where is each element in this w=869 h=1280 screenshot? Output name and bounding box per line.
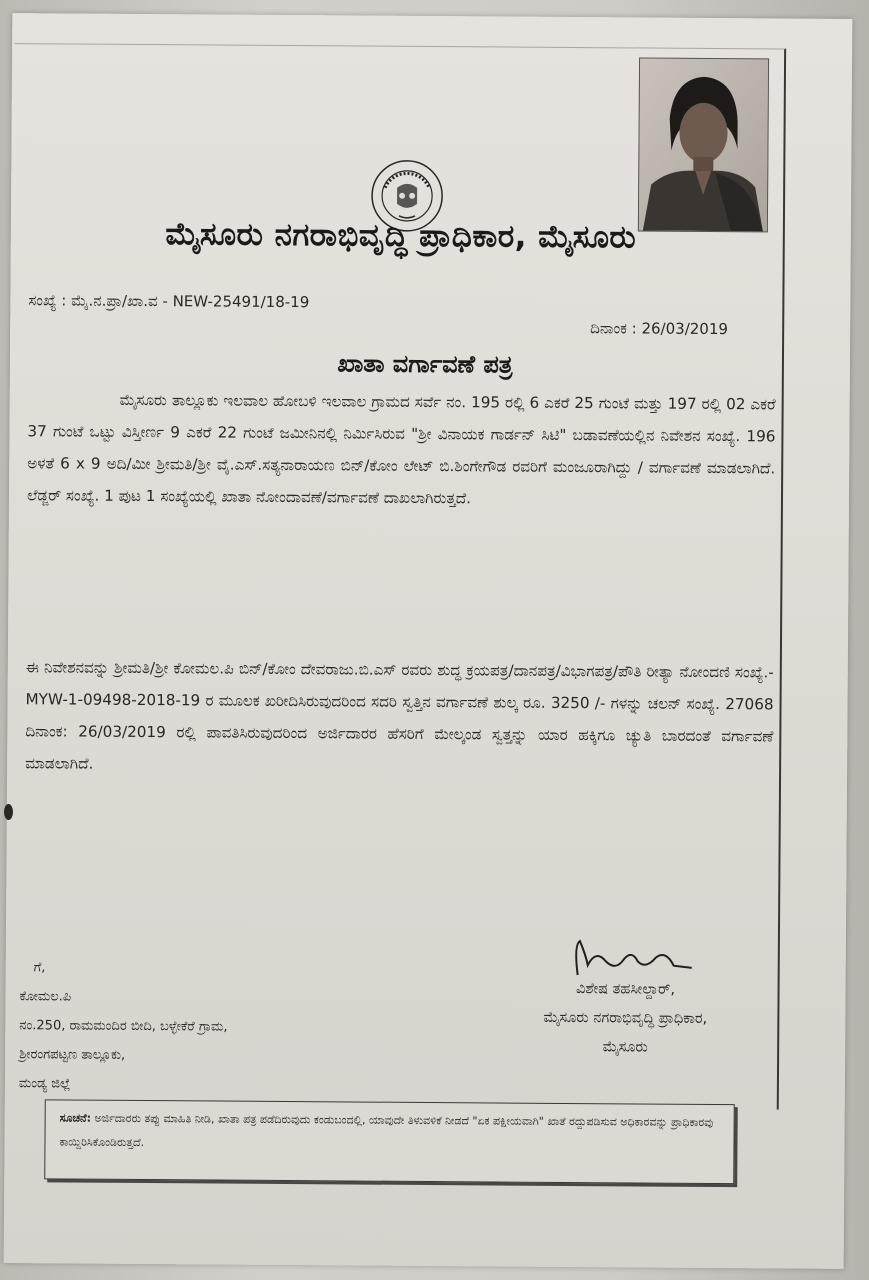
signatory-city: ಮೈಸೂರು bbox=[602, 1039, 648, 1056]
body-paragraph-1: ಮೈಸೂರು ತಾಲ್ಲೂಕು ಇಲವಾಲ ಹೋಬಳಿ ಇಲವಾಲ ಗ್ರಾಮದ ಸರ್ವೆ ನಂ. 195 ರಲ್ಲಿ 6 ಎಕರೆ 25 ಗುಂಟೆ ಮತ್ತು 197 ರಲ್ಲಿ 02 ಎಕರೆ 37 ಗುಂಟೆ ಒಟ್ಟು ವಿಸ್ತೀರ್ಣ 9 ಎಕರೆ 22 ಗುಂಟೆ ಜಮೀನಿನಲ್ಲಿ ನಿರ್ಮಿಸಿರುವ "ಶ್ರೀ ವಿನಾಯಕ ಗಾರ್ಡನ್ ಸಿಟಿ" ಬಡಾವಣೆಯಲ್ಲಿನ ನಿವೇಶನ ಸಂಖ್ಯೆ. 196 ಅಳತೆ 6 x 9 ಅದಿ/ಮೀ ಶ್ರೀಮತಿ/ಶ್ರೀ ವೈ.ಎಸ್.ಸತ್ಯನಾರಾಯಣ ಬಿನ್/ಕೋಂ ಲೇಟ್ ಬಿ.ಶಿಂಗೇಗೌಡ ರವರಿಗೆ ಮಂಜೂರಾಗಿದ್ದು / ವರ್ಗಾವಣೆ ಮಾಡಲಾಗಿದೆ. ಲೆಡ್ಜರ್ ಸಂಖ್ಯೆ. 1 ಪುಟ 1 ಸಂಖ್ಯೆಯಲ್ಲಿ ಖಾತಾ ನೋಂದಾವಣೆ/ವರ್ಗಾವಣೆ ದಾಖಲಾಗಿರುತ್ತದೆ. bbox=[26, 390, 776, 508]
note-box bbox=[44, 1099, 735, 1184]
salutation: ಗೆ, bbox=[33, 960, 46, 976]
document-heading: ಖಾತಾ ವರ್ಗಾವಣೆ ಪತ್ರ bbox=[337, 349, 513, 379]
reference-number: ಸಂಖ್ಯೆ : ಮೈ.ನ.ಪ್ರಾ/ಖಾ.ವ - NEW-25491/18-19 bbox=[28, 291, 310, 312]
note-text: ಅರ್ಜಿದಾರರು ತಪ್ಪು ಮಾಹಿತಿ ನೀಡಿ, ಖಾತಾ ಪತ್ರ ಪಡೆದಿರುವುದು ಕಂಡುಬಂದಲ್ಲಿ, ಯಾವುದೇ ತಿಳುವಳಿಕೆ ನೀಡದೆ "ಏಕ ಪಕ್ಷೀಯವಾಗಿ" ಖಾತೆ ರದ್ದುಪಡಿಸುವ ಅಧಿಕಾರವನ್ನು ಪ್ರಾಧಿಕಾರವು ಕಾಯ್ದಿರಿಸಿಕೊಂಡಿರುತ್ತದೆ. bbox=[59, 1111, 714, 1150]
recipient-name: ಕೋಮಲ.ಪಿ bbox=[19, 989, 72, 1005]
address-line-2: ಶ್ರೀರಂಗಪಟ್ಟಣ ತಾಲ್ಲೂಕು, bbox=[19, 1047, 126, 1063]
recipient-address bbox=[19, 953, 228, 1099]
signatory-office: ಮೈಸೂರು ನಗರಾಭಿವೃದ್ಧಿ ಪ್ರಾಧಿಕಾರ, bbox=[543, 1009, 708, 1027]
signatory-block bbox=[485, 974, 766, 1063]
signatory-designation: ವಿಶೇಷ ತಹಸೀಲ್ದಾರ್, bbox=[576, 981, 676, 998]
address-line-1: ನಂ.250, ರಾಮಮಂದಿರ ಬೀದಿ, ಬಳ್ಳೇಕೆರೆ ಗ್ರಾಮ, bbox=[19, 1018, 228, 1035]
issue-date: ದಿನಾಂಕ : 26/03/2019 bbox=[590, 319, 729, 339]
note-label: ಸೂಚನೆ: bbox=[59, 1111, 92, 1125]
ink-mark bbox=[4, 804, 13, 820]
applicant-photo bbox=[638, 57, 769, 232]
address-line-3: ಮಂಡ್ಯ ಜಿಲ್ಲೆ bbox=[18, 1076, 71, 1092]
khata-transfer-certificate bbox=[4, 13, 853, 1269]
authority-title: ಮೈಸೂರು ನಗರಾಭಿವೃದ್ಧಿ ಪ್ರಾಧಿಕಾರ, ಮೈಸೂರು bbox=[165, 216, 637, 256]
body-paragraph-2: ಈ ನಿವೇಶನವನ್ನು ಶ್ರೀಮತಿ/ಶ್ರೀ ಕೋಮಲ.ಪಿ ಬಿನ್/ಕೋಂ ದೇವರಾಜು.ಬಿ.ಎಸ್ ರವರು ಶುದ್ಧ ಕ್ರಯಪತ್ರ/ದಾನಪತ್ರ/ವಿಭಾಗಪತ್ರ/ಪೌತಿ ರೀತ್ಯಾ ನೋಂದಣಿ ಸಂಖ್ಯೆ.- MYW-1-09498-2018-19 ರ ಮೂಲಕ ಖರೀದಿಸಿರುವುದರಿಂದ ಸದರಿ ಸ್ವತ್ತಿನ ವರ್ಗಾವಣೆ ಶುಲ್ಕ ರೂ. 3250 /- ಗಳನ್ನು ಚಲನ್ ಸಂಖ್ಯೆ. 27068 ದಿನಾಂಕ: 26/03/2019 ರಲ್ಲಿ ಪಾವತಿಸಿರುವುದರಿಂದ ಅರ್ಜಿದಾರರ ಹೆಸರಿಗೆ ಮೇಲ್ಕಂಡ ಸ್ವತ್ತನ್ನು ಯಾರ ಹಕ್ಕಿಗೂ ಚ್ಯುತಿ ಬಾರದಂತೆ ವರ್ಗಾವಣೆ ಮಾಡಲಾಗಿದೆ. bbox=[25, 658, 774, 773]
